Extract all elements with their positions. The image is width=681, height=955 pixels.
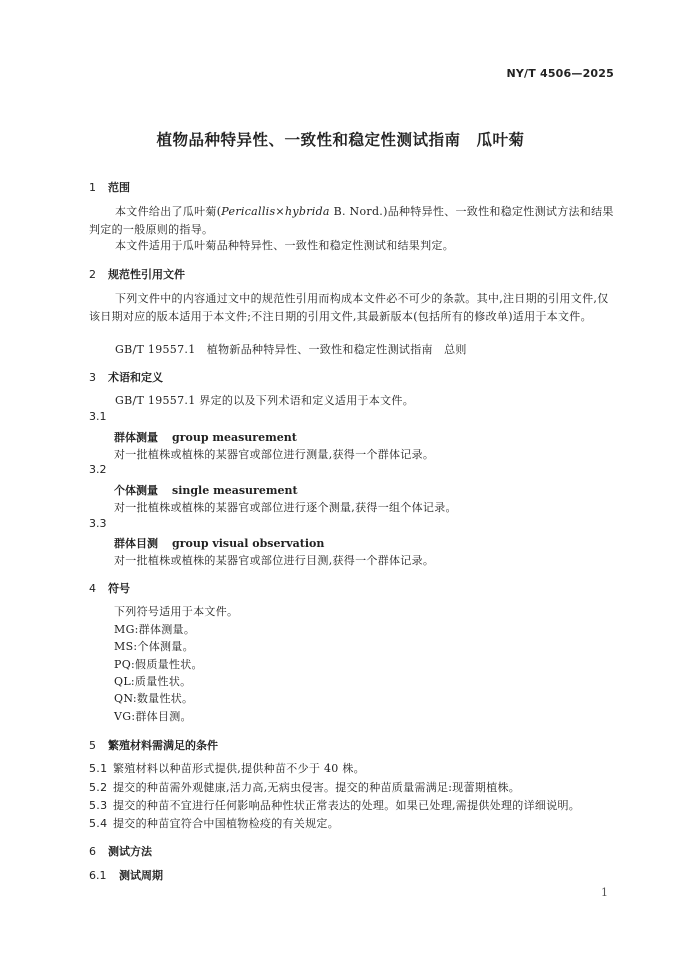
page-number: 1 [601, 886, 608, 899]
term-number: 3.1 [89, 410, 107, 423]
term-definition: 对一批植株或植株的某器官或部位进行测量,获得一个群体记录。 [114, 448, 435, 461]
clause-item: 5.4 提交的种苗宜符合中国植物检疫的有关规定。 [89, 817, 339, 830]
section-title: 规范性引用文件 [108, 268, 185, 281]
clause-item: 5.1 繁殖材料以种苗形式提供,提供种苗不少于 40 株。 [89, 762, 365, 775]
section-title: 符号 [108, 582, 130, 595]
section-number: 5 [89, 739, 96, 752]
term-title: 个体测量 single measurement [114, 484, 298, 497]
section-4-heading [89, 580, 130, 596]
section-5-heading [89, 737, 218, 753]
section-number: 6 [89, 845, 96, 858]
standard-code: NY/T 4506—2025 [506, 67, 614, 80]
symbol-item: MG:群体测量。 [114, 623, 196, 636]
scope-paragraph-2: 本文件适用于瓜叶菊品种特异性、一致性和稳定性测试和结果判定。 [115, 239, 454, 252]
section-6-heading [89, 843, 152, 859]
subsection-title: 测试周期 [119, 869, 163, 882]
terms-intro: GB/T 19557.1 界定的以及下列术语和定义适用于本文件。 [115, 394, 414, 407]
symbols-intro: 下列符号适用于本文件。 [114, 605, 239, 618]
term-definition: 对一批植株或植株的某器官或部位进行逐个测量,获得一组个体记录。 [114, 501, 457, 514]
term-number: 3.3 [89, 517, 107, 530]
clause-item: 5.2 提交的种苗需外观健康,活力高,无病虫侵害。提交的种苗质量需满足:现蕾期植株。 [89, 781, 521, 794]
normative-paragraph: 下列文件中的内容通过文中的规范性引用而构成本文件必不可少的条款。其中,注日期的引用文件,仅该日期对应的版本适用于本文件;不注日期的引用文件,其最新版本(包括所有的修改单)适用于本文件。 [89, 292, 609, 323]
section-number: 1 [89, 181, 96, 194]
symbol-item: PQ:假质量性状。 [114, 658, 203, 671]
section-3-heading [89, 369, 163, 385]
term-title: 群体测量 group measurement [114, 431, 297, 444]
symbol-item: MS:个体测量。 [114, 640, 194, 653]
section-number: 4 [89, 582, 96, 595]
subsection-6-1-heading [89, 867, 163, 883]
section-1-heading [89, 179, 130, 195]
section-title: 术语和定义 [108, 371, 163, 384]
scope-paragraph-1: 本文件给出了瓜叶菊(Pericallis×hybrida B. Nord.)品种特异性、一致性和稳定性测试方法和结果判定的一般原则的指导。 [89, 205, 614, 236]
symbol-item: VG:群体目测。 [114, 710, 192, 723]
term-title: 群体目测 group visual observation [114, 537, 325, 550]
term-definition: 对一批植株或植株的某器官或部位进行目测,获得一个群体记录。 [114, 554, 435, 567]
section-number: 3 [89, 371, 96, 384]
subsection-number: 6.1 [89, 869, 107, 882]
section-2-heading [89, 266, 185, 282]
symbol-item: QN:数量性状。 [114, 692, 194, 705]
clause-item: 5.3 提交的种苗不宜进行任何影响品种性状正常表达的处理。如果已处理,需提供处理的详细说明。 [89, 799, 581, 812]
document-title: 植物品种特异性、一致性和稳定性测试指南 瓜叶菊 [156, 131, 525, 149]
term-number: 3.2 [89, 463, 107, 476]
section-title: 范围 [108, 181, 130, 194]
section-title: 测试方法 [108, 845, 152, 858]
section-number: 2 [89, 268, 96, 281]
normative-reference: GB/T 19557.1 植物新品种特异性、一致性和稳定性测试指南 总则 [115, 343, 467, 356]
symbol-item: QL:质量性状。 [114, 675, 192, 688]
section-title: 繁殖材料需满足的条件 [108, 739, 218, 752]
